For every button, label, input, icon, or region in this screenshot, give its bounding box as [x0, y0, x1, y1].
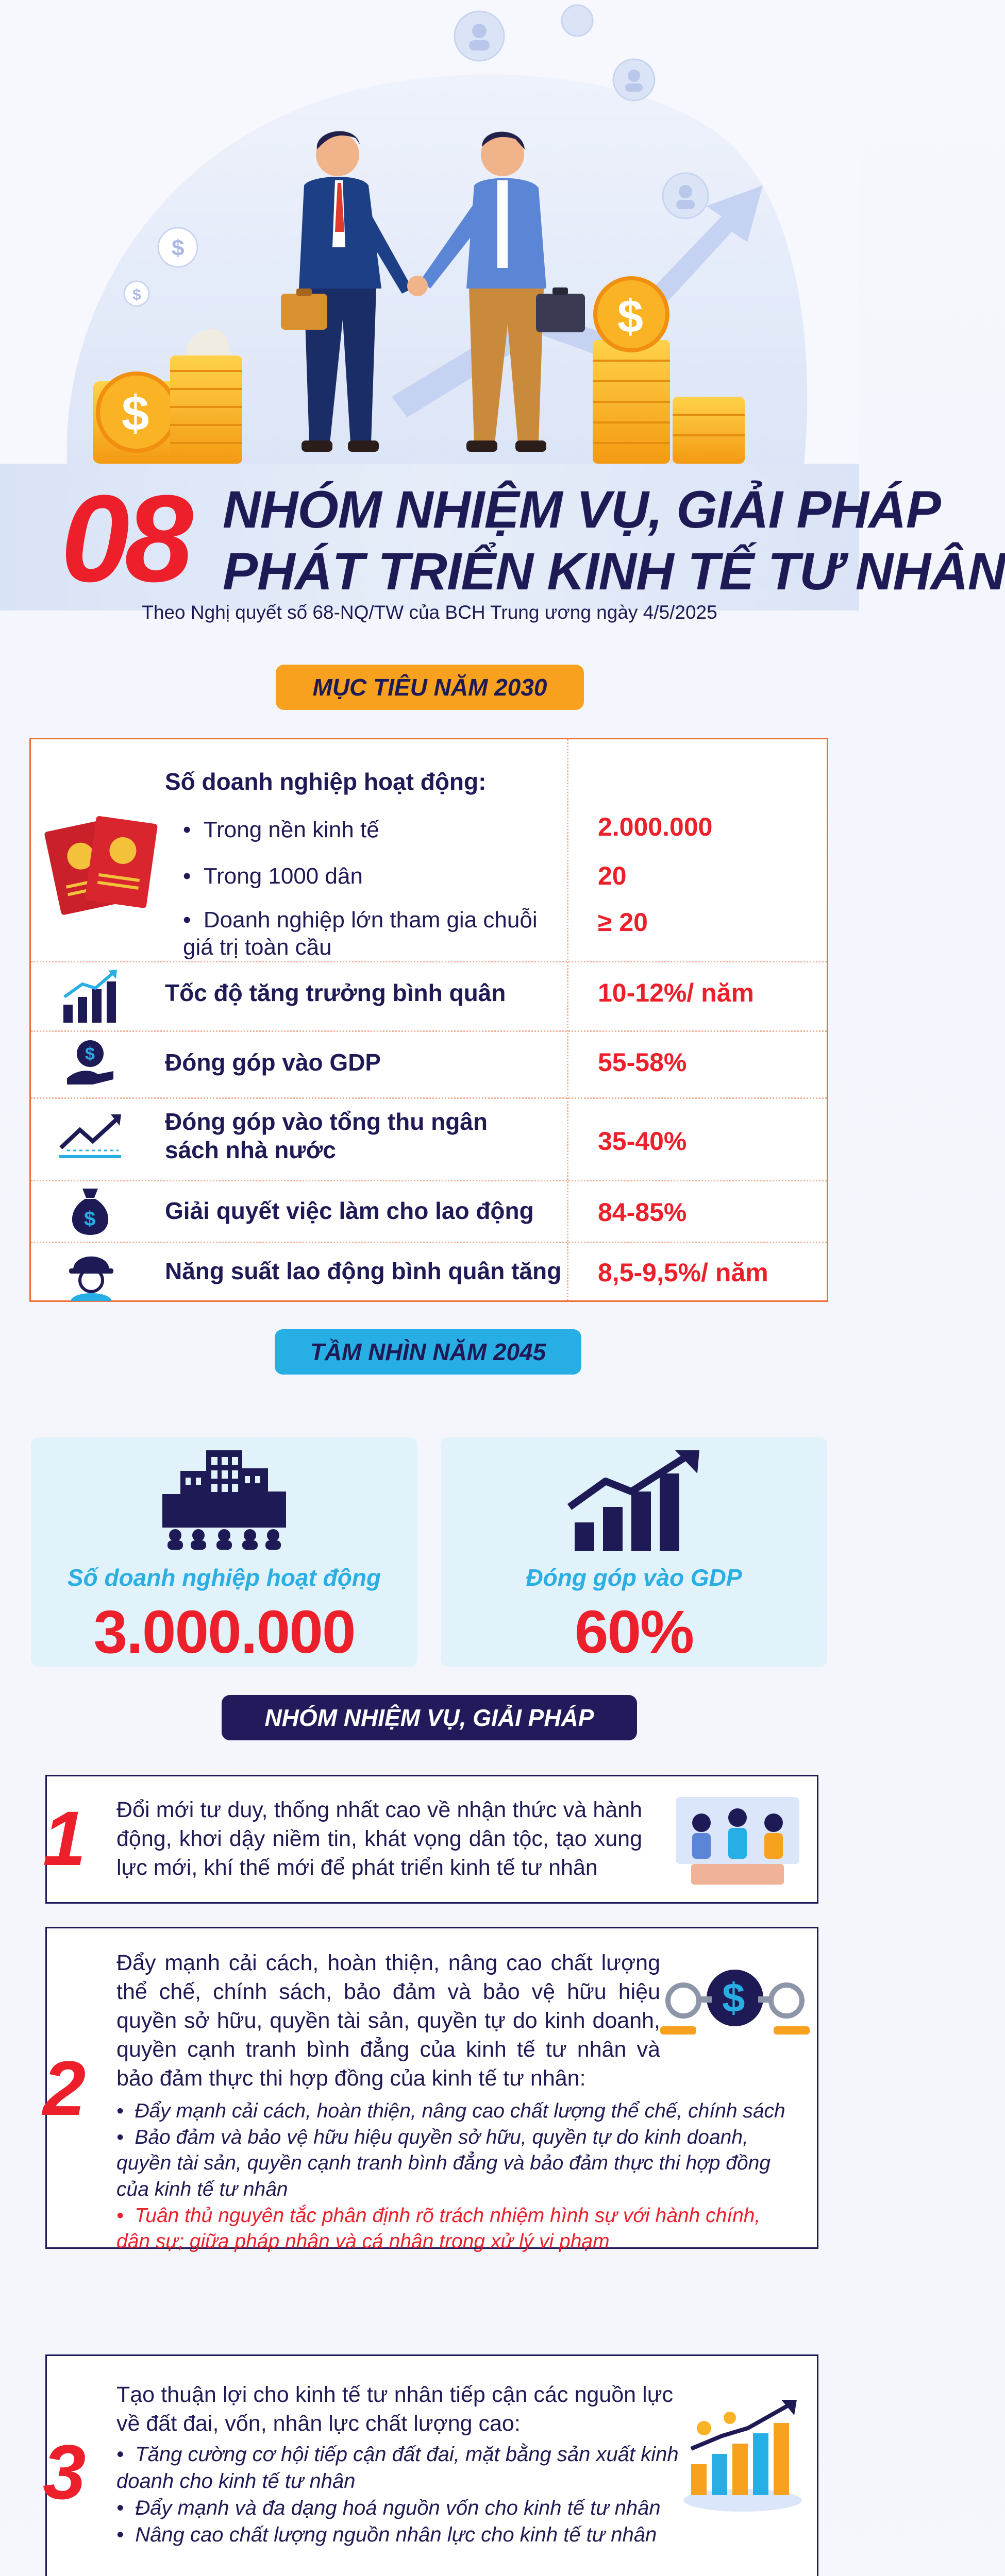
task-2-bullet-3: • Tuân thủ nguyên tắc phân định rõ trách nhiệm hình sự với hành chính, dân sự; giữa pháp nhân và cá nhân trong xử lý vi phạm: [116, 2204, 761, 2253]
city-building-icon: [160, 1448, 289, 1553]
goals-heading: MỤC TIÊU NĂM 2030: [276, 665, 584, 710]
svg-text:$: $: [172, 235, 185, 261]
svg-text:$: $: [122, 386, 149, 441]
vision-card-gdp: [441, 1437, 827, 1667]
businesses-label: Số doanh nghiệp hoạt động:: [165, 768, 487, 795]
businesses-value-2: 20: [598, 861, 627, 890]
task-3: [45, 2354, 818, 2576]
goal-row-4-value: 84-85%: [598, 1198, 687, 1227]
task-3-bullet-3: • Nâng cao chất lượng nguồn nhân lực cho kinh tế tư nhân: [116, 2523, 657, 2546]
task-2-bullets: [116, 2098, 797, 2255]
task-3-text: Tạo thuận lợi cho kinh tế tư nhân tiếp cận các nguồn lực về đất đai, vốn, nhân lực chất lượng cao:: [116, 2382, 673, 2436]
task-3-number: 3: [43, 2429, 86, 2515]
task-2-text: Đẩy mạnh cải cách, hoàn thiện, nâng cao chất lượng thể chế, chính sách, bảo đảm và bảo vệ hữu hiệu quyền sở hữu, quyền tài sản, quyền tự do kinh doanh, quyền cạnh tranh bình đẳng của kinh tế tư nhân và bảo đảm thực thi hợp đồng của kinh tế tư nhân:: [116, 1951, 660, 2091]
businesses-item-2: • Trong 1000 dân: [183, 863, 363, 889]
goal-row-4-label: Giải quyết việc làm cho lao động: [165, 1197, 534, 1224]
businesses-item-1-label: Trong nền kinh tế: [203, 817, 379, 842]
title-line-1: NHÓM NHIỆM VỤ, GIẢI PHÁP: [223, 480, 941, 539]
task-3-bullet-3-text: Nâng cao chất lượng nguồn nhân lực cho kinh tế tư nhân: [135, 2523, 657, 2546]
vision-card-businesses: [31, 1437, 417, 1667]
svg-text:$: $: [84, 1208, 96, 1230]
businesses-item-3: • Doanh nghiệp lớn tham gia chuỗi giá trị toàn cầu: [183, 907, 538, 960]
goal-row-2-value: 55-58%: [598, 1048, 687, 1077]
businesses-item-3-label: Doanh nghiệp lớn tham gia chuỗi giá trị toàn cầu: [183, 907, 538, 960]
worker-icon: [63, 1247, 120, 1303]
goals-divider: [567, 739, 568, 1300]
task-1-number: 1: [43, 1795, 86, 1882]
task-3-bullets: [116, 2441, 709, 2548]
tasks-heading: NHÓM NHIỆM VỤ, GIẢI PHÁP: [222, 1695, 637, 1740]
bar-growth-icon: [564, 1450, 703, 1556]
growth-chart-icon: [59, 969, 121, 1028]
people-meeting-icon: [671, 1787, 805, 1897]
title-line-2: PHÁT TRIỂN KINH TẾ TƯ NHÂN: [223, 542, 1005, 601]
coin-hand-icon: [62, 1037, 119, 1091]
businesses-value-3: ≥ 20: [598, 908, 648, 937]
task-3-bullet-1: • Tăng cường cơ hội tiếp cận đất đai, mặt bằng sản xuất kinh doanh cho kinh tế tư nhân: [116, 2443, 679, 2493]
vision-card-2-label: Đóng góp vào GDP: [526, 1564, 742, 1591]
hero-illustration: [0, 0, 859, 464]
businesses-item-1: • Trong nền kinh tế: [183, 817, 379, 842]
vision-card-1-label: Số doanh nghiệp hoạt động: [67, 1564, 381, 1591]
goal-row-1-value: 10-12%/ năm: [598, 978, 754, 1007]
businesses-value-1: 2.000.000: [598, 812, 713, 841]
task-3-bullet-1-text: Tăng cường cơ hội tiếp cận đất đai, mặt bằng sản xuất kinh doanh cho kinh tế tư nhân: [116, 2443, 679, 2493]
red-book-icon: [41, 806, 160, 920]
title-number: 08: [61, 469, 188, 607]
task-3-bullet-2-text: Đẩy mạnh và đa dạng hoá nguồn vốn cho kinh tế tư nhân: [135, 2497, 661, 2519]
subtitle: Theo Nghị quyết số 68-NQ/TW của BCH Trung ương ngày 4/5/2025: [142, 602, 717, 623]
task-2-bullet-1: • Đẩy mạnh cải cách, hoàn thiện, nâng cao chất lượng thể chế, chính sách: [116, 2100, 785, 2122]
task-2-bullet-2-text: Bảo đảm và bảo vệ hữu hiệu quyền sở hữu, quyền tự do kinh doanh, quyền tài sản, quyền cạnh tranh bình đẳng và bảo đảm thực thi hợp đồng của kinh tế tư nhân: [116, 2126, 771, 2201]
goal-row-1-label: Tốc độ tăng trưởng bình quân: [165, 979, 506, 1006]
trend-line-icon: [57, 1109, 124, 1163]
task-2-number: 2: [43, 2045, 86, 2131]
handcuff-dollar-icon: [660, 1964, 810, 2044]
money-bag-icon: [64, 1183, 116, 1243]
goal-row-3-value: 35-40%: [598, 1127, 687, 1156]
svg-text:$: $: [132, 286, 141, 303]
vision-heading: TẦM NHÌN NĂM 2045: [275, 1329, 581, 1375]
goals-table: [29, 738, 828, 1302]
task-1: [45, 1775, 818, 1904]
task-2-bullet-1-text: Đẩy mạnh cải cách, hoàn thiện, nâng cao chất lượng thể chế, chính sách: [135, 2100, 785, 2122]
task-2-bullet-3-text: Tuân thủ nguyên tắc phân định rõ trách nhiệm hình sự với hành chính, dân sự; giữa pháp nhân và cá nhân trong xử lý vi phạm: [116, 2204, 761, 2253]
svg-text:$: $: [722, 1975, 745, 2021]
goal-row-5-value: 8,5-9,5%/ năm: [598, 1258, 768, 1287]
task-1-text: Đổi mới tư duy, thống nhất cao về nhận thức và hành động, khơi dậy niềm tin, khát vọng dân tộc, tạo xung lực mới, khí thế mới để phát triển kinh tế tư nhân: [116, 1798, 642, 1880]
goal-row-2-label: Đóng góp vào GDP: [165, 1049, 381, 1076]
goal-row-5-label: Năng suất lao động bình quân tăng: [165, 1258, 562, 1284]
task-2: [43, 1927, 818, 2253]
task-2-bullet-2: • Bảo đảm và bảo vệ hữu hiệu quyền sở hữu, quyền tự do kinh doanh, quyền tài sản, quyền cạnh tranh bình đẳng và bảo đảm thực thi hợp đồng của kinh tế tư nhân: [116, 2126, 771, 2201]
vision-card-1-value: 3.000.000: [93, 1598, 355, 1666]
svg-text:$: $: [85, 1044, 95, 1064]
goal-row-3-label: Đóng góp vào tổng thu ngân sách nhà nước: [165, 1108, 488, 1164]
businesses-item-2-label: Trong 1000 dân: [203, 863, 363, 889]
task-3-bullet-2: • Đẩy mạnh và đa dạng hoá nguồn vốn cho kinh tế tư nhân: [116, 2497, 661, 2519]
investment-growth-icon: [681, 2397, 805, 2518]
vision-card-2-value: 60%: [574, 1598, 694, 1666]
svg-text:$: $: [617, 291, 644, 343]
